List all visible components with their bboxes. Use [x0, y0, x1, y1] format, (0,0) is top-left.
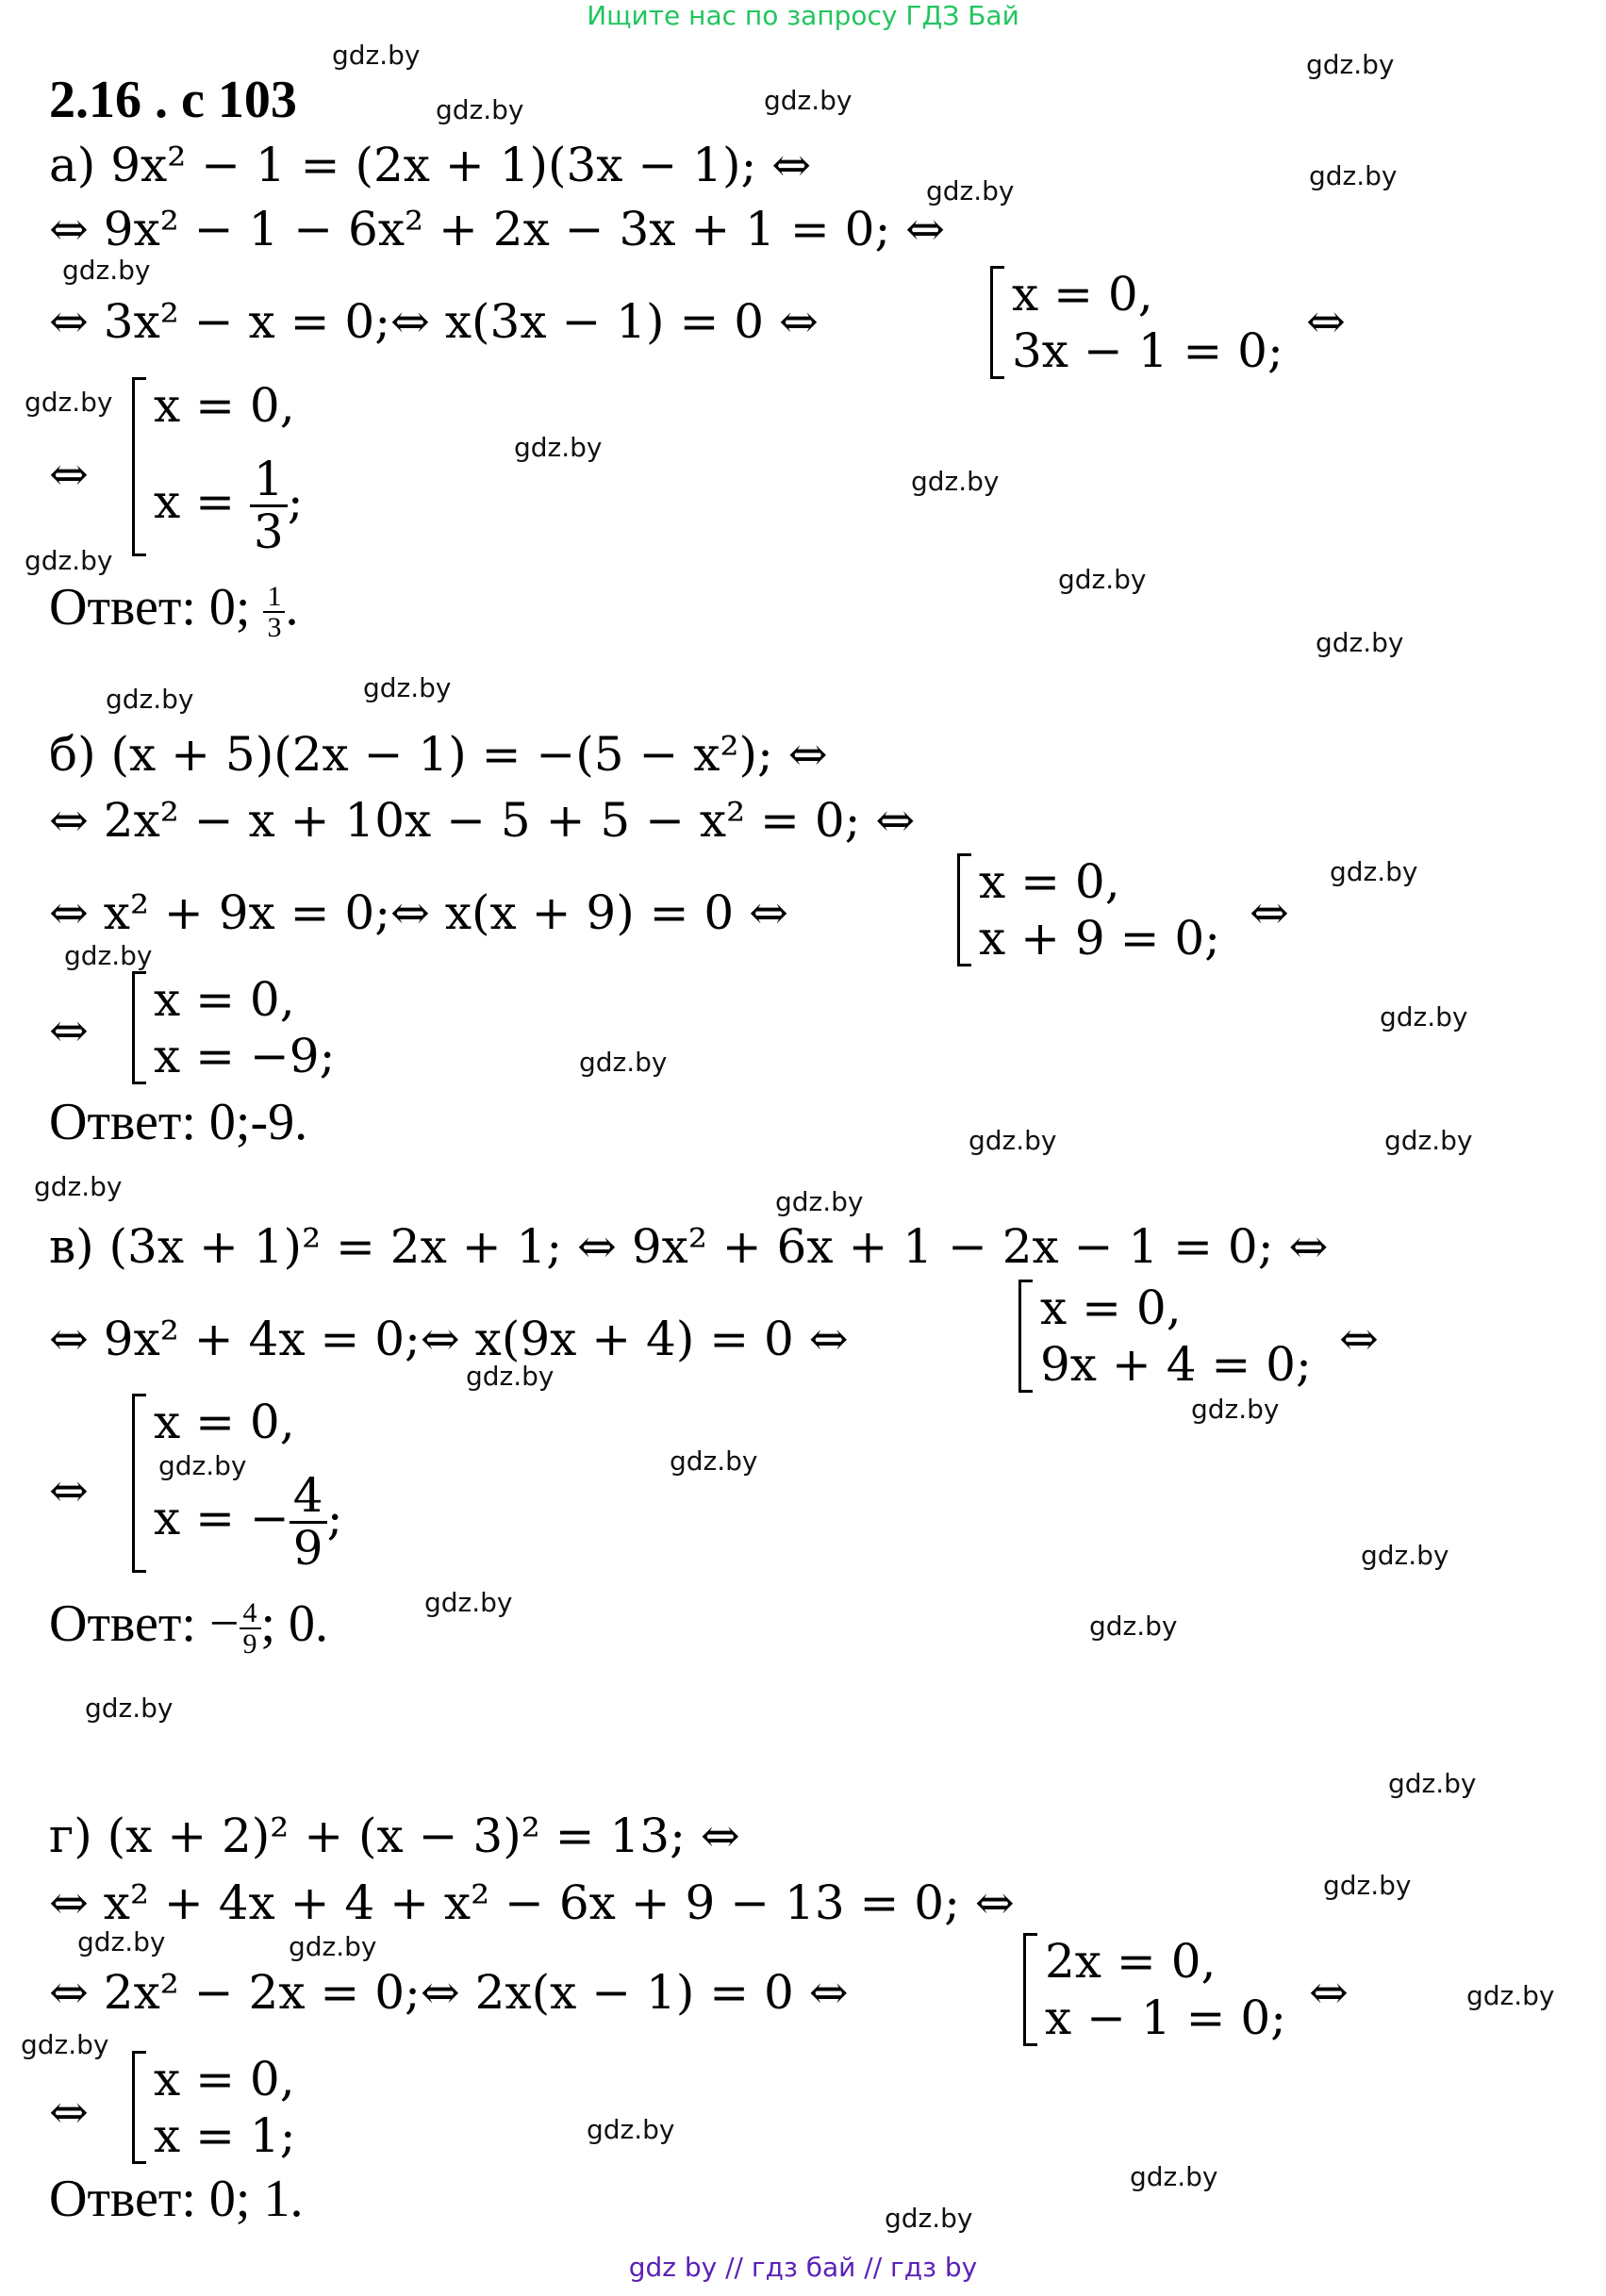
watermark: gdz.by — [1191, 1394, 1280, 1425]
watermark: gdz.by — [1309, 160, 1398, 191]
watermark: gdz.by — [158, 1450, 247, 1481]
watermark: gdz.by — [25, 387, 113, 418]
watermark: gdz.by — [1316, 627, 1404, 658]
part-b-line-2: ⇔ 2x² − x + 10x − 5 + 5 − x² = 0; ⇔ — [49, 793, 916, 848]
watermark: gdz.by — [25, 545, 113, 576]
watermark: gdz.by — [670, 1445, 758, 1477]
watermark: gdz.by — [764, 85, 853, 116]
watermark: gdz.by — [1058, 564, 1147, 595]
watermark: gdz.by — [1384, 1125, 1473, 1156]
part-g-line-3: ⇔ 2x² − 2x = 0;⇔ 2x(x − 1) = 0 ⇔ — [49, 1965, 849, 2020]
watermark: gdz.by — [424, 1587, 513, 1618]
part-g-line-3-end: ⇔ — [1309, 1965, 1349, 2020]
part-g-system-2 — [132, 2051, 296, 2164]
problem-title: 2.16 . с 103 — [49, 71, 297, 129]
watermark: gdz.by — [1466, 1980, 1555, 2011]
part-g-line-2: ⇔ x² + 4x + 4 + x² − 6x + 9 − 13 = 0; ⇔ — [49, 1875, 1015, 1930]
part-b-system-1 — [957, 853, 1220, 966]
part-b-system-2-eq-1: x = 0, — [154, 972, 295, 1027]
watermark: gdz.by — [85, 1693, 174, 1724]
part-b-system-2-eq-2: x = −9; — [154, 1029, 336, 1083]
part-v-system-2 — [132, 1394, 343, 1576]
part-v-line-1: в) (3x + 1)² = 2x + 1; ⇔ 9x² + 6x + 1 − 2x − 1 = 0; ⇔ — [49, 1219, 1329, 1274]
part-v-system-2-eq-1: x = 0, — [154, 1395, 295, 1449]
watermark: gdz.by — [514, 432, 603, 463]
part-a-line-3-end: ⇔ — [1306, 294, 1346, 349]
watermark: gdz.by — [64, 940, 153, 971]
part-b-line-3-end: ⇔ — [1250, 885, 1289, 940]
part-a-system-1 — [990, 266, 1283, 379]
watermark: gdz.by — [77, 1926, 166, 1957]
part-v-line-2: ⇔ 9x² + 4x = 0;⇔ x(9x + 4) = 0 ⇔ — [49, 1312, 849, 1366]
part-b-system-1-eq-2: x + 9 = 0; — [979, 911, 1221, 966]
part-v-system-2-eq-2: x = − $\frac{4}{9}$ ; — [154, 1468, 343, 1576]
part-a-line-4-arrow: ⇔ — [49, 447, 89, 502]
part-a-line-3: ⇔ 3x² − x = 0;⇔ x(3x − 1) = 0 ⇔ — [49, 294, 819, 349]
watermark: gdz.by — [363, 672, 452, 703]
watermark: gdz.by — [466, 1361, 555, 1392]
part-b-system-1-eq-1: x = 0, — [979, 854, 1120, 909]
watermark: gdz.by — [34, 1171, 123, 1202]
part-g-system-1-eq-2: x − 1 = 0; — [1045, 1990, 1287, 2045]
watermark: gdz.by — [1130, 2161, 1218, 2192]
part-v-line-3-arrow: ⇔ — [49, 1463, 89, 1518]
part-a-system-2 — [132, 377, 304, 559]
part-b-line-3: ⇔ x² + 9x = 0;⇔ x(x + 9) = 0 ⇔ — [49, 885, 789, 940]
part-b-answer: Ответ: 0;-9. — [49, 1093, 308, 1151]
part-b-system-2 — [132, 971, 335, 1084]
part-a-answer: Ответ: 0; $\frac{1}{3}$ . — [49, 578, 299, 644]
watermark: gdz.by — [106, 684, 194, 715]
part-v-system-1 — [1018, 1280, 1312, 1393]
watermark: gdz.by — [969, 1125, 1057, 1156]
watermark: gdz.by — [1388, 1768, 1477, 1799]
watermark: gdz.by — [21, 2029, 109, 2060]
footer-links[interactable]: gdz by // гдз бай // гдз by — [628, 2252, 978, 2283]
watermark: gdz.by — [1361, 1540, 1449, 1571]
part-a-line-1: а) 9x² − 1 = (2x + 1)(3x − 1); ⇔ — [49, 138, 812, 192]
part-g-system-2-eq-2: x = 1; — [154, 2108, 296, 2163]
part-g-system-1 — [1023, 1933, 1286, 2046]
part-a-system-2-eq-1: x = 0, — [154, 378, 295, 433]
watermark: gdz.by — [587, 2114, 675, 2145]
part-g-line-4-arrow: ⇔ — [49, 2085, 89, 2139]
watermark: gdz.by — [1306, 49, 1395, 80]
watermark: gdz.by — [926, 175, 1015, 206]
part-a-line-2: ⇔ 9x² − 1 − 6x² + 2x − 3x + 1 = 0; ⇔ — [49, 202, 946, 256]
watermark: gdz.by — [332, 40, 421, 71]
watermark: gdz.by — [1330, 856, 1418, 887]
part-a-system-1-eq-1: x = 0, — [1012, 267, 1153, 322]
watermark: gdz.by — [1323, 1870, 1412, 1901]
part-b-line-4-arrow: ⇔ — [49, 1003, 89, 1058]
part-g-system-2-eq-1: x = 0, — [154, 2052, 295, 2106]
watermark: gdz.by — [62, 255, 151, 286]
watermark: gdz.by — [1089, 1611, 1178, 1642]
watermark: gdz.by — [436, 94, 524, 125]
watermark: gdz.by — [775, 1186, 864, 1217]
part-a-system-2-eq-2: x = $\frac{1}{3}$ ; — [154, 452, 304, 559]
part-v-line-2-end: ⇔ — [1339, 1312, 1379, 1366]
watermark: gdz.by — [289, 1931, 377, 1962]
watermark: gdz.by — [911, 466, 1000, 497]
part-v-system-1-eq-1: x = 0, — [1040, 1280, 1182, 1335]
part-a-system-1-eq-2: 3x − 1 = 0; — [1012, 323, 1283, 378]
part-b-line-1: б) (x + 5)(2x − 1) = −(5 − x²); ⇔ — [49, 727, 828, 782]
watermark: gdz.by — [1380, 1001, 1468, 1032]
part-g-system-1-eq-1: 2x = 0, — [1045, 1934, 1217, 1989]
watermark: gdz.by — [885, 2203, 973, 2234]
part-v-system-1-eq-2: 9x + 4 = 0; — [1040, 1337, 1312, 1392]
search-hint-link[interactable]: Ищите нас по запросу ГДЗ Бай — [587, 0, 1019, 31]
part-v-answer: Ответ: − $\frac{4}{9}$ ; 0. — [49, 1594, 329, 1660]
watermark: gdz.by — [579, 1047, 668, 1078]
part-g-line-1: г) (x + 2)² + (x − 3)² = 13; ⇔ — [49, 1809, 740, 1863]
part-g-answer: Ответ: 0; 1. — [49, 2170, 304, 2228]
